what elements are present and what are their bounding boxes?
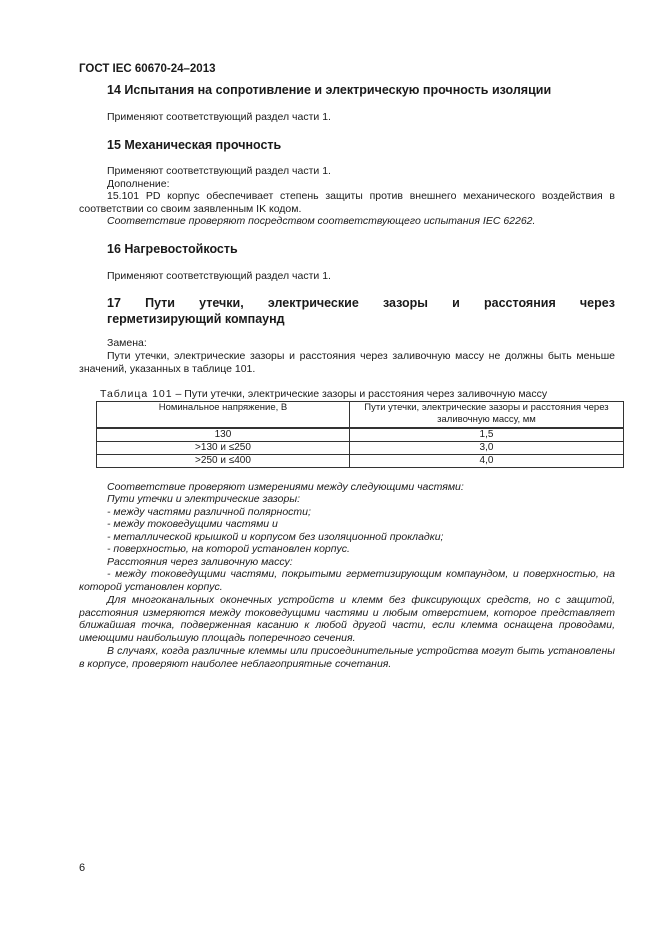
section-15-text-1: Применяют соответствующий раздел части 1. xyxy=(107,165,331,177)
compliance-text-5: - металлической крышкой и корпусом без изоляционной прокладки; xyxy=(107,531,444,543)
section-16-text: Применяют соответствующий раздел части 1. xyxy=(107,270,331,282)
section-15-compliance: Соответствие проверяют посредством соответствующего испытания IEC 62262. xyxy=(107,215,536,227)
page-number: 6 xyxy=(79,862,86,874)
compliance-text-1: Соответствие проверяют измерениями между следующими частями: xyxy=(107,481,464,493)
table-cell-distance: 4,0 xyxy=(349,454,623,467)
section-16-heading: 16 Нагревостойкость xyxy=(107,242,238,256)
compliance-text-4: - между токоведущими частями и xyxy=(107,518,278,530)
table-caption: Таблица 101 – Пути утечки, электрические зазоры и расстояния через заливочную массу xyxy=(100,388,548,400)
table-101 xyxy=(96,401,624,468)
table-cell-voltage: >130 и ≤250 xyxy=(97,441,350,454)
section-17-text-2: Пути утечки, электрические зазоры и расстояния через заливочную массу не должны быть меньше значений, указанных в таблице 101. xyxy=(79,350,615,375)
compliance-text-2: Пути утечки и электрические зазоры: xyxy=(107,493,301,505)
section-17-heading-line-2: герметизирующий компаунд xyxy=(107,311,285,326)
table-row xyxy=(97,454,624,467)
compliance-text-7: Расстояния через заливочную массу: xyxy=(107,556,293,568)
section-14-text: Применяют соответствующий раздел части 1. xyxy=(107,111,331,123)
table-header-row xyxy=(97,402,624,428)
section-17-heading xyxy=(107,296,615,327)
section-15-text-3: 15.101 PD корпус обеспечивает степень защиты против внешнего механического воздействия в соответствии со своим заявленным IK кодом. xyxy=(79,190,615,215)
compliance-text-3: - между частями различной полярности; xyxy=(107,506,311,518)
table-cell-voltage: 130 xyxy=(97,428,350,442)
table-header-voltage: Номинальное напряжение, В xyxy=(97,402,350,428)
table-cell-distance: 3,0 xyxy=(349,441,623,454)
table-row xyxy=(97,441,624,454)
compliance-text-8: - между токоведущими частями, покрытыми герметизирующим компаундом, и поверхностью, на которой установлен корпус. xyxy=(79,568,615,593)
section-17-text-1: Замена: xyxy=(107,337,147,349)
section-15-text-2: Дополнение: xyxy=(107,178,170,190)
compliance-text-9: Для многоканальных оконечных устройств и клемм без фиксирующих средств, но с защитой, расстояния измеряются между токоведущими частями и любым отверстием, которое представляет ближайшая точка, подверженная касанию к любой другой части, если клемма оснащена проводами, имеющими наибольшую площадь поперечного сечения. xyxy=(79,594,615,644)
table-cell-distance: 1,5 xyxy=(349,428,623,442)
table-cell-voltage: >250 и ≤400 xyxy=(97,454,350,467)
section-17-heading-line-1: 17 Пути утечки, электрические зазоры и расстояния через xyxy=(107,296,615,310)
section-14-heading: 14 Испытания на сопротивление и электрическую прочность изоляции xyxy=(107,83,552,97)
table-header-distance: Пути утечки, электрические зазоры и расстояния через заливочную массу, мм xyxy=(349,402,623,428)
section-15-heading: 15 Механическая прочность xyxy=(107,138,282,152)
compliance-text-10: В случаях, когда различные клеммы или присоединительные устройства могут быть установлены в корпусе, проверяют наиболее неблагоприятные сочетания. xyxy=(79,645,615,670)
table-row xyxy=(97,428,624,442)
compliance-text-6: - поверхностью, на которой установлен корпус. xyxy=(107,543,350,555)
document-code: ГОСТ IEC 60670-24–2013 xyxy=(79,63,216,75)
